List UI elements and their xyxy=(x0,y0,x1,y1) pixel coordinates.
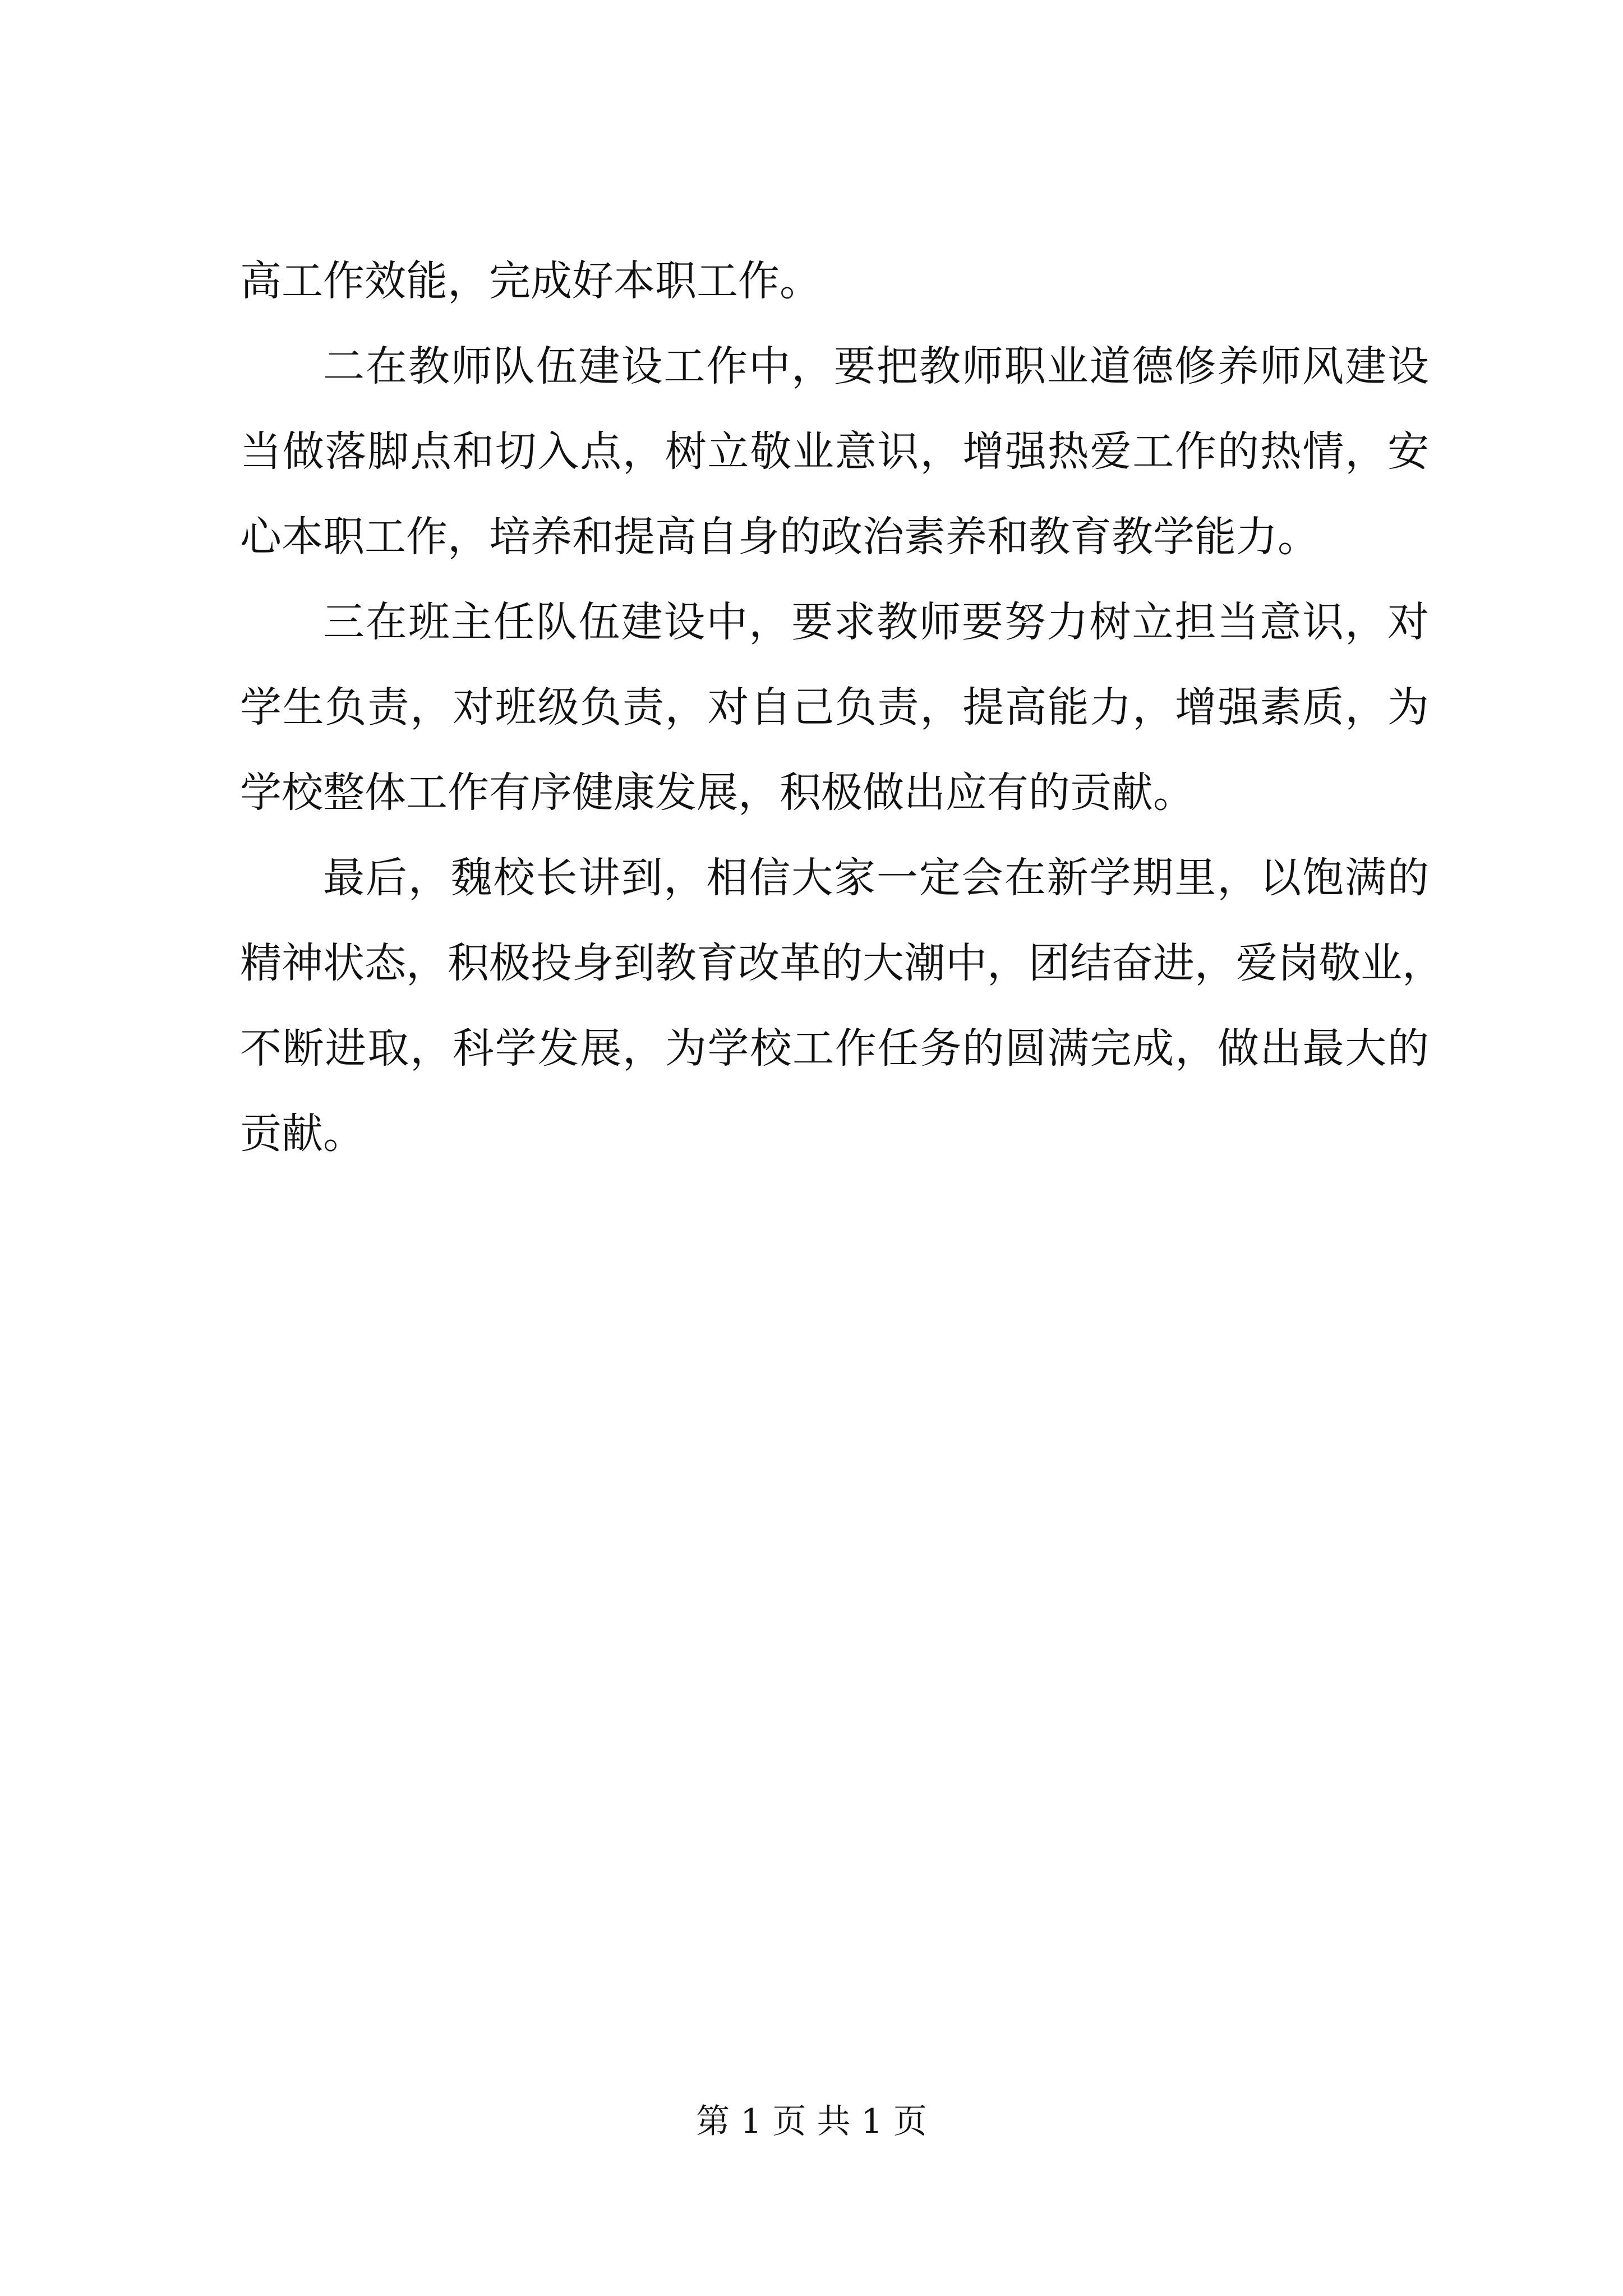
paragraph-line: 学校整体工作有序健康发展，积极做出应有的贡献。 xyxy=(240,769,1195,817)
paragraph-line: 不断进取，科学发展，为学校工作任务的圆满完成，做出最大的 xyxy=(240,1024,1429,1073)
paragraph-line: 二在教师队伍建设工作中，要把教师职业道德修养师风建设 xyxy=(323,342,1429,390)
paragraph-line: 最后，魏校长讲到，相信大家一定会在新学期里，以饱满的 xyxy=(323,854,1429,902)
paragraph-line: 贡献。 xyxy=(240,1110,365,1158)
paragraph-line: 三在班主任队伍建设中，要求教师要努力树立担当意识，对 xyxy=(323,598,1429,646)
paragraph-line: 高工作效能，完成好本职工作。 xyxy=(240,257,821,305)
paragraph-line: 当做落脚点和切入点，树立敬业意识，增强热爱工作的热情，安 xyxy=(240,427,1429,476)
paragraph-line: 学生负责，对班级负责，对自己负责，提高能力，增强素质，为 xyxy=(240,683,1429,731)
paragraph-line: 精神状态，积极投身到教育改革的大潮中，团结奋进，爱岗敬业， xyxy=(240,939,1444,987)
page-number-footer: 第 1 页 共 1 页 xyxy=(696,2102,927,2141)
paragraph-line: 心本职工作，培养和提高自身的政治素养和教育教学能力。 xyxy=(240,513,1319,561)
